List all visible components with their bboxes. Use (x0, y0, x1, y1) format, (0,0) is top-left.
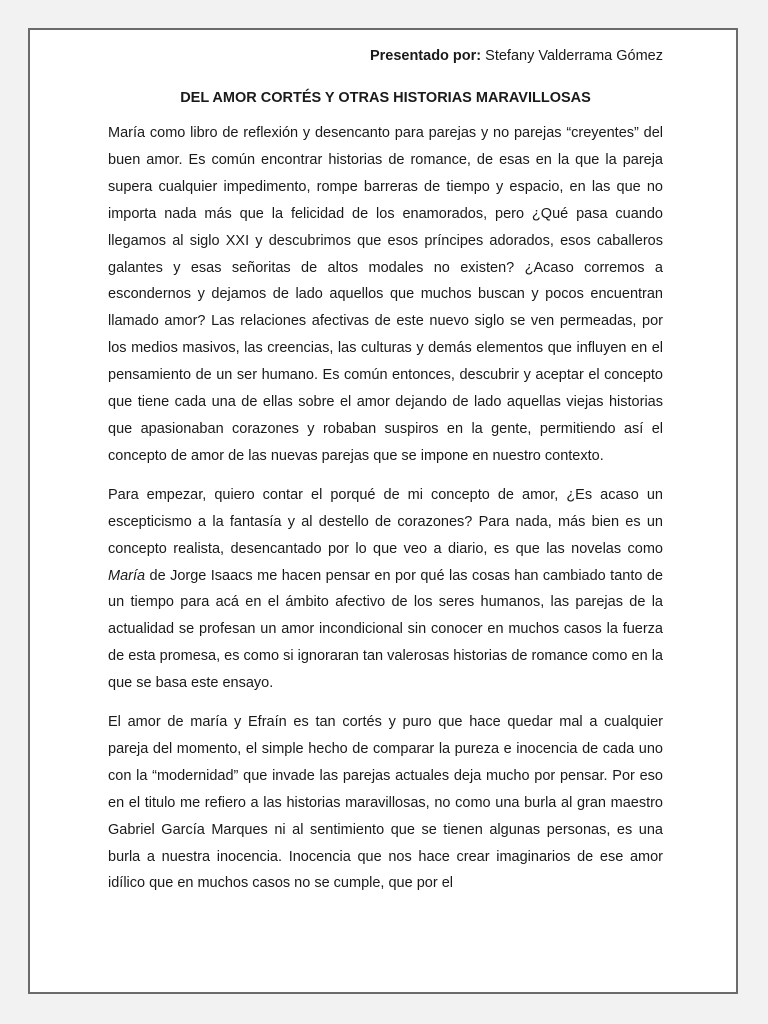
page-content (108, 46, 663, 909)
paragraph-2-text-before: Para empezar, quiero contar el porqué de mi concepto de amor, ¿Es acaso un escepticismo a la fantasía y al destello de corazones? Para nada, más bien es un concepto realista, desencantado por lo que veo a diario, es que las novelas como (108, 486, 663, 557)
book-title-italic: María (108, 567, 146, 584)
document-title: DEL AMOR CORTÉS Y OTRAS HISTORIAS MARAVILLOSAS (180, 90, 591, 106)
document-page (28, 28, 738, 994)
paragraph-3: El amor de maría y Efraín es tan cortés y puro que hace quedar mal a cualquier pareja del momento, el simple hecho de comparar la pureza e inocencia de cada uno con la “modernidad” que invade las parejas actuales deja mucho por pensar. Por eso en el titulo me refiero a las historias maravillosas, no como una burla al gran maestro Gabriel García Marques ni al sentimiento que se tienen algunas personas, es una burla a nuestra inocencia. Inocencia que nos hace crear imaginarios de ese amor idílico que en muchos casos no se cumple, que por el (108, 714, 663, 892)
presenter-name: Stefany Valderrama Gómez (481, 48, 663, 64)
paragraph-2-text-after: de Jorge Isaacs me hacen pensar en por qué las cosas han cambiado tanto de un tiempo para acá en el ámbito afectivo de los seres humanos, las parejas de la actualidad se profesan un amor incondicional sin conocer en muchos casos la fuerza de esta promesa, es como si ignoraran tan valerosas historias de romance como en la que se basa este ensayo. (108, 567, 663, 692)
presenter-line (108, 46, 663, 66)
paragraph-2 (108, 482, 663, 697)
presenter-label: Presentado por: (369, 48, 482, 64)
paragraph-1: María como libro de reflexión y desencanto para parejas y no parejas “creyentes” del buen amor. Es común encontrar historias de romance, de esas en la que la pareja supera cualquier impedimento, rompe barreras de tiempo y espacio, en las que no importa nada más que la felicidad de los enamorados, pero ¿Qué pasa cuando llegamos al siglo XXI y descubrimos que esos príncipes adorados, esos caballeros galantes y esas señoritas de altos modales no existen? ¿Acaso corremos a escondernos y dejamos de lado aquellos que muchos buscan y pocos encuentran llamado amor? Las relaciones afectivas de este nuevo siglo se ven permeadas, por los medios masivos, las creencias, las culturas y demás elementos que influyen en el pensamiento de un ser humano. Es común entonces, descubrir y aceptar el concepto que tiene cada una de ellas sobre el amor dejando de lado aquellas viejas historias que apasionaban corazones y robaban suspiros en la gente, permitiendo así el concepto de amor de las nuevas parejas que se impone en nuestro contexto. (108, 125, 663, 464)
